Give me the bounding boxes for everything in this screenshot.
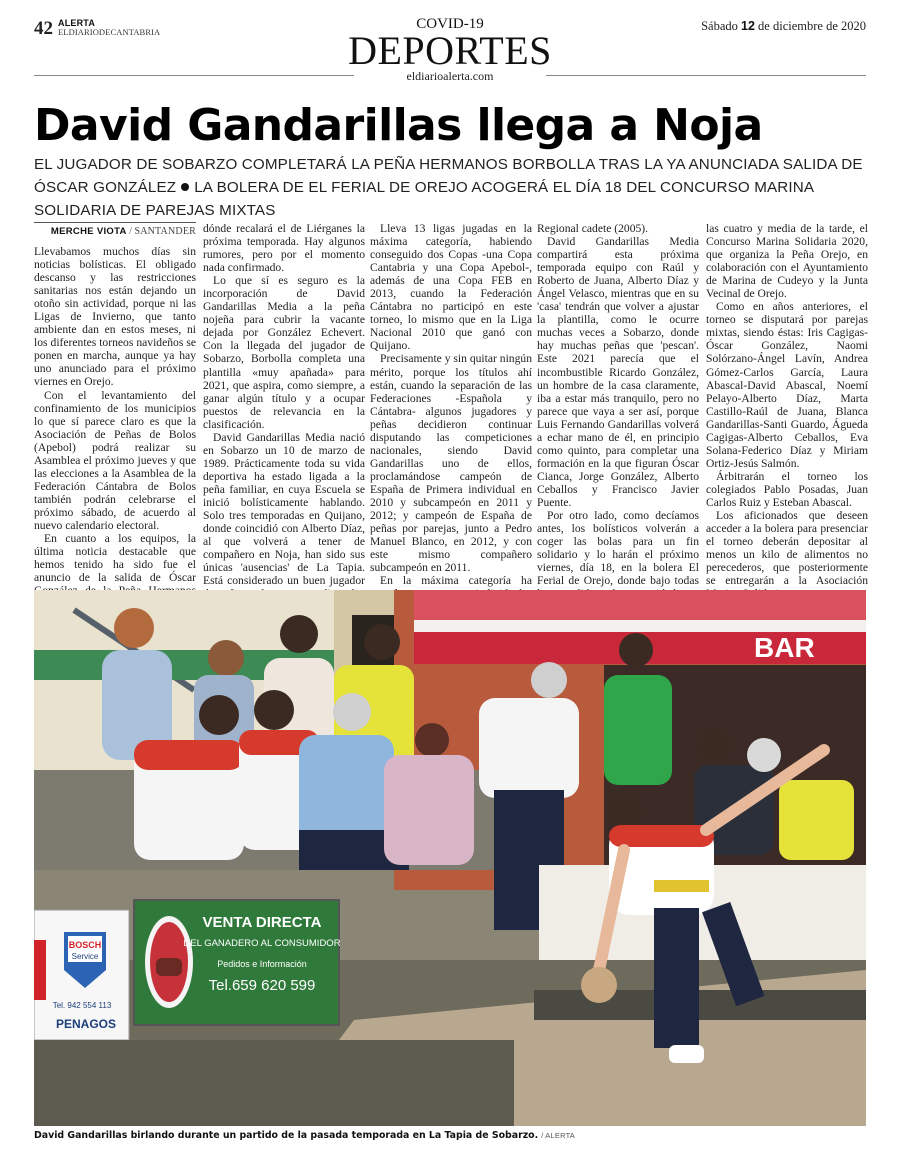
svg-text:PENAGOS: PENAGOS	[55, 1017, 117, 1031]
svg-text:Tel.659 620 599: Tel.659 620 599	[208, 977, 316, 994]
publication-name: ALERTA	[58, 18, 96, 28]
section-title: DEPORTES	[348, 28, 552, 73]
photo-credit: / ALERTA	[541, 1131, 575, 1140]
section-kicker: COVID-19	[416, 16, 484, 32]
column-5	[706, 222, 868, 600]
byline-place: SANTANDER	[134, 226, 196, 237]
svg-text:BOSCH: BOSCH	[68, 940, 102, 950]
svg-text:VENTA DIRECTA: VENTA DIRECTA	[202, 914, 322, 931]
paragraph: Lo que sí es seguro es la incorporación de David Gandarillas Media a la peña nojeña para cubrir la vacante dejada por González Echevert. Con la llegada del jugador de Sobarzo, Borbolla completa una plantilla «muy apañada» para 2021, que aspira, como siempre, a ganar algún título y a ocupar puestos de relevancia en la clasificación.	[203, 274, 365, 431]
paragraph: Con el levantamiento del confinamiento de los municipios lo que sí parece claro es que la Asociación de Peñas de Bolos (Apebol) podrá realizar su Asamblea el próximo jueves y que las elecciones a la Asamblea de la Federación Cántabra de Bolos también podrán celebrarse el próximo sábado, de acuerdo al nuevo calendario electoral.	[34, 388, 196, 532]
article-body	[34, 222, 868, 588]
paragraph: Como en años anteriores, el torneo se disputará por parejas mixtas, siendo éstas: Iris Cagigas-Óscar González, Naomi Solórzano-Ángel Lavín, Andrea Gómez-Carlos García, Laura Abascal-David Abascal, Noemí Pelayo-Alberto Díaz, Marta Castillo-Raúl de Juana, Blanca Gandarillas-Santi Guardo, Águeda Cagigas-Alberto Ceballos, Eva Solana-Federico Díaz y Miriam Ortiz-Jesús Salmón.	[706, 300, 868, 470]
paragraph: Llevabamos muchos días sin noticias bolísticas. El obligado descanso y las restricciones sanitarias nos están dejando un otoño sin actividad, porque ni las Ligas de Invierno, que tanto ambiente dan en estos meses, ni los diferentes torneos navideños se ponen en marcha, aunque ya hay uno anunciado para el próximo viernes en Orejo.	[34, 245, 196, 389]
column-1	[34, 222, 196, 623]
paragraph: Regional cadete (2005).	[537, 222, 649, 235]
date-day: 12	[741, 19, 755, 33]
photo-caption	[34, 1130, 866, 1142]
section-url: eldiarioalerta.com	[406, 69, 494, 83]
deck	[34, 153, 874, 222]
svg-text:Service: Service	[71, 952, 99, 961]
awning-text: BAR	[754, 632, 815, 663]
byline-author: MERCHE VIOTA	[50, 226, 127, 237]
paragraph: Por otro lado, como decíamos antes, los bolísticos volverán a coger las bolas para un fin solidario y lo harán el próximo viernes, día 18, en la bolera El Ferial de Orejo, donde bajo todas	[537, 509, 699, 588]
headline: David Gandarillas llega a Noja	[34, 100, 763, 151]
paragraph: Lleva 13 ligas jugadas en la máxima categoría, habiendo conseguido dos Copas -una Copa Cantabria y una Copa Apebol-, además de una Copa FEB en 2013, cuando la Federación Cántabra no participó en este torneo, lo mismo que en la Liga Nacional 2010 que ganó con Quijano.	[370, 222, 532, 353]
column-4	[537, 222, 699, 613]
column-3	[370, 222, 532, 626]
photo-illustration	[34, 590, 866, 1126]
sign-venta-directa	[134, 900, 341, 1025]
paragraph: En cuanto a los equipos, la última noticia destacable que hemos tenido ha sido fue el anuncio de la salida de Óscar	[34, 532, 196, 585]
section-header	[340, 16, 560, 83]
paragraph: Árbitrarán el torneo los colegiados Pablo Posadas, Juan Carlos Ruiz y Esteban Abascal.	[706, 469, 868, 509]
byline-separator: /	[129, 226, 132, 237]
caption-text: David Gandarillas birlando durante un partido de la pasada temporada en La Tapia de Sobarzo.	[34, 1130, 539, 1141]
awning-stripe	[414, 620, 866, 632]
issue-date	[701, 19, 866, 34]
paragraph: Precisamente y sin quitar ningún mérito, porque los títulos ahí están, cuando la separación de las Federaciones -Española y Cántabra- algunos jugadores y peñas decidieron continuar disputando las competiciones nacionales, siendo David Gandarillas uno de ellos, proclamándose campeón de España de Primera individual en 2010 y subcampeón en 2011 y 2012; y campeón de España de peñas por parejas, junto a Pedro Manuel Blanco, en 2012, y con este mismo compañero subcampeón en 2011.	[370, 352, 532, 575]
date-weekday: Sábado	[701, 19, 738, 33]
deck-part-2: LA BOLERA DE EL FERIAL DE OREJO ACOGERÁ EL DÍA 18 DEL CONCURSO MARINA SOLIDARIA DE PAREJAS MIXTAS	[34, 179, 814, 219]
paragraph: David Gandarillas Media nació en Sobarzo un 10 de marzo de 1989. Prácticamente toda su vida deportiva ha estado ligada a la peña familiar, en cuya Escuela se inició bolísticamente hablando. Solo tres temporadas en Quijano, donde coincidió con Alberto Díaz, al que volverá a tener de compañero en Noja, han sido sus únicas 'ausencias' de La Tapia. Está considerado un buen jugador	[203, 430, 365, 588]
masthead	[0, 0, 900, 83]
bullet-icon	[181, 183, 189, 191]
deck-part-1: EL JUGADOR DE SOBARZO COMPLETARÁ LA PEÑA HERMANOS BORBOLLA TRAS LA YA ANUNCIADA SALIDA DE ÓSCAR GONZÁLEZ	[34, 156, 863, 196]
column-2	[203, 222, 365, 626]
article-photo	[34, 590, 866, 1126]
paragraph: Los aficionados que deseen acceder a la bolera para presenciar el torneo deberán depositar al menos un kilo de alimentos no perecederos, que posteriormente se entregarán a la Asociación	[706, 509, 868, 588]
bowling-ball	[581, 967, 617, 1003]
paragraph: David Gandarillas Media compartirá esta próxima temporada equipo con Raúl y Roberto de Juana, Alberto Díaz y Ángel Velasco, mientras que en su 'casa' tendrán que volver a ajustar la plantilla, como le ocurre muchas veces a Sobarzo, donde hay muchas peñas que 'pescan'. Este 2021 parecía que el incombustible Ricardo González, un hombre de la casa claramente, iba a estar más tranquilo, pero no parece que vaya a ser así, porque Luis Fernando Gandarillas volverá a echar mano de él, en principio como quinto, para completar una formación en la que figuran Óscar Cianca, Jorge González, Alberto Ceballos y Francisco Javier Puente.	[537, 235, 699, 509]
publication-brand	[58, 19, 160, 37]
paragraph: En la máxima categoría ha	[380, 574, 532, 588]
masthead-rule-right	[546, 75, 866, 76]
sign-bosch	[34, 910, 129, 1040]
publication-subtitle: ELDIARIODECANTABRIA	[58, 27, 161, 37]
barrier	[34, 1040, 514, 1126]
svg-text:Tel. 942 554 113: Tel. 942 554 113	[52, 1001, 112, 1010]
paragraph: dónde recalará el de Liérganes la próxima temporada. Hay algunos rumores, pero por el momento nada confirmado.	[203, 222, 365, 275]
page-number: 42	[34, 18, 53, 39]
paragraph: las cuatro y media de la tarde, el Concurso Marina Solidaria 2020, que organiza la Peña Orejo, en colaboración con el Ayuntamiento de Marina de Cudeyo y la Junta Vecinal de Orejo.	[706, 222, 868, 301]
masthead-rule-left	[34, 75, 354, 76]
byline	[34, 222, 196, 238]
svg-text:DEL GANADERO AL CONSUMIDOR: DEL GANADERO AL CONSUMIDOR	[183, 938, 341, 949]
svg-text:Pedidos e Información: Pedidos e Información	[217, 959, 307, 969]
date-month-year: de diciembre de 2020	[758, 19, 866, 33]
